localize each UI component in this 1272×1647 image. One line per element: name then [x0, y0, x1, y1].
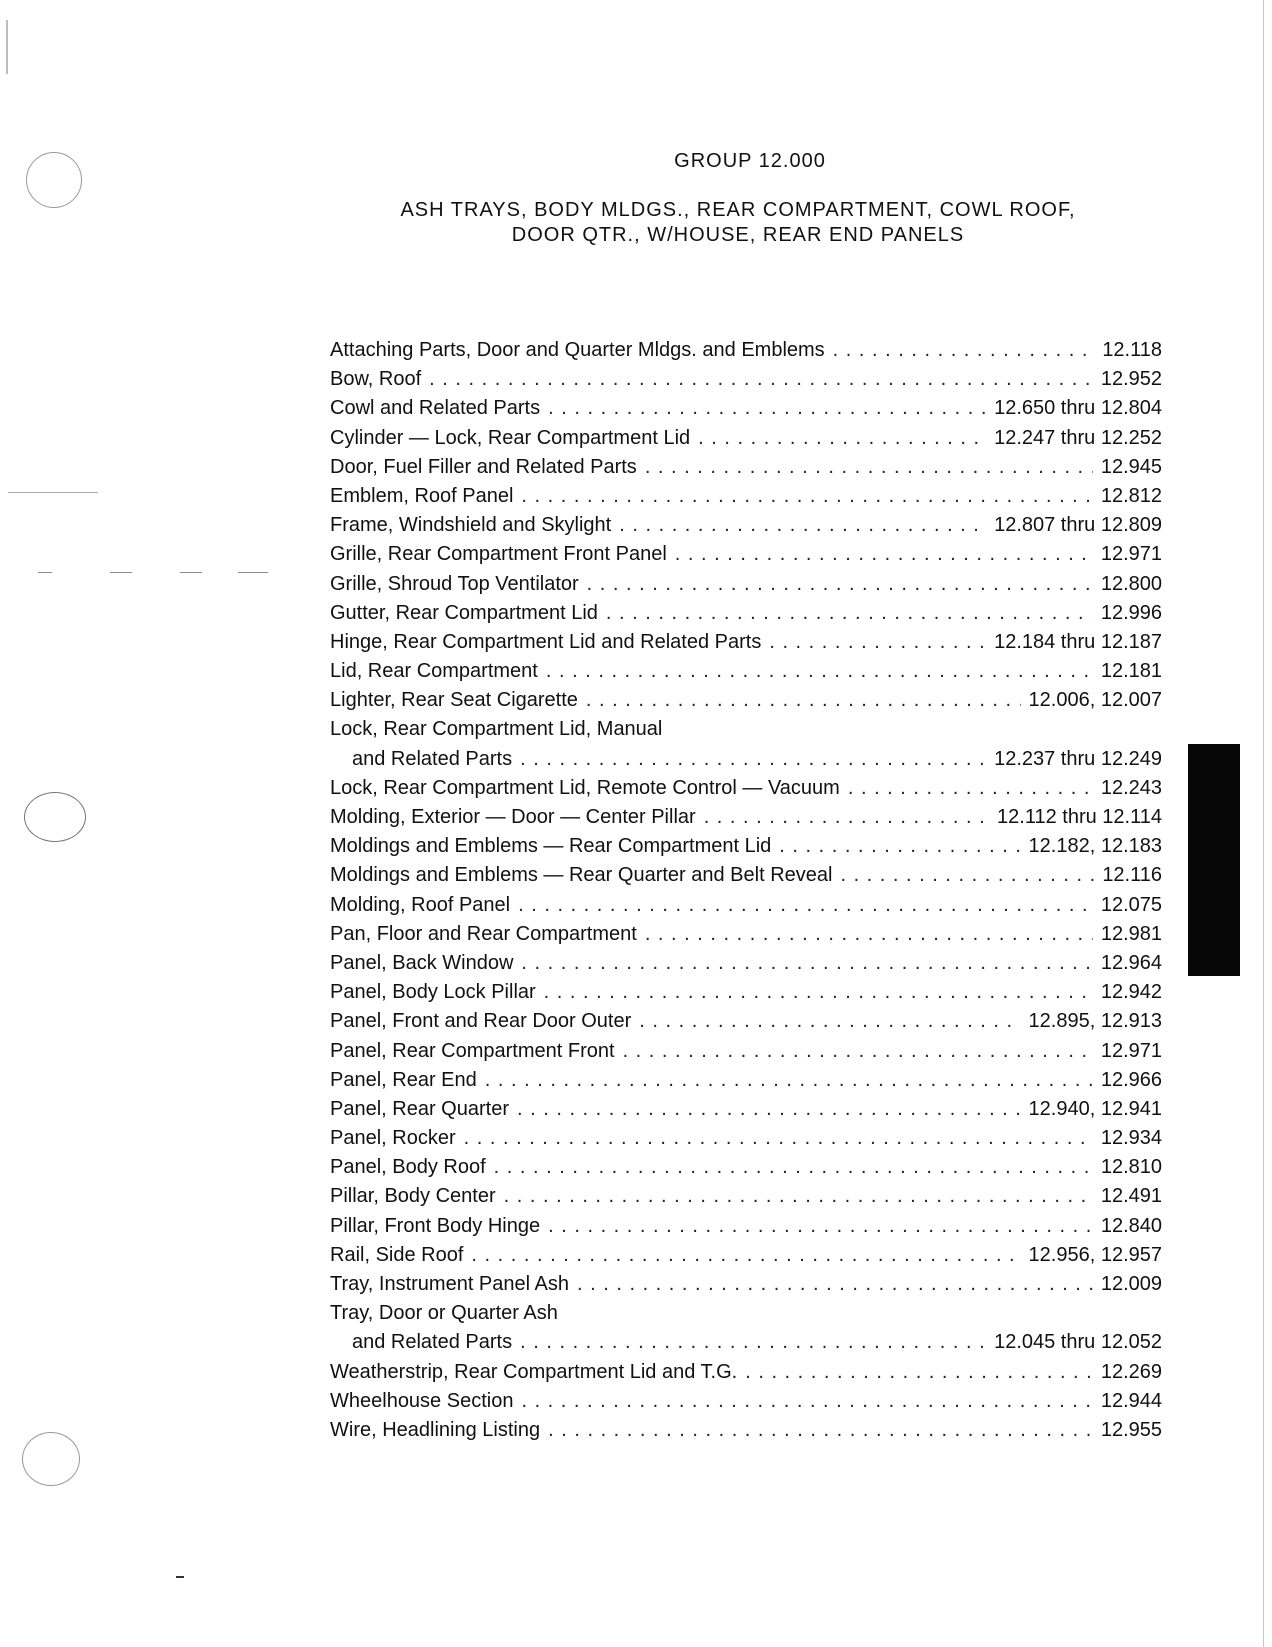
subtitle-line-2: DOOR QTR., W/HOUSE, REAR END PANELS — [511, 224, 965, 246]
scan-speck — [176, 1576, 184, 1578]
index-entry — [330, 485, 1162, 514]
index-entry-reference: 12.964 — [1100, 951, 1162, 974]
index-entry — [330, 1185, 1162, 1214]
dot-leader — [645, 456, 1093, 479]
dot-leader — [548, 1215, 1093, 1238]
dot-leader — [548, 397, 986, 420]
dot-leader — [504, 1185, 1093, 1208]
index-entry-label: Moldings and Emblems — Rear Compartment Lid — [330, 835, 772, 858]
dot-leader — [704, 806, 989, 829]
dot-leader — [675, 543, 1093, 566]
index-entry — [330, 777, 1162, 806]
index-entry-reference: 12.006, 12.007 — [1028, 689, 1162, 712]
index-entry — [330, 1215, 1162, 1244]
index-entry-reference: 12.184 thru 12.187 — [994, 630, 1162, 653]
index-entry-label: Hinge, Rear Compartment Lid and Related Parts — [330, 630, 762, 653]
dot-leader — [623, 1040, 1093, 1063]
index-entry-reference: 12.955 — [1100, 1418, 1162, 1441]
dot-leader — [521, 485, 1092, 508]
dot-leader — [544, 981, 1093, 1004]
index-entry — [330, 981, 1162, 1010]
index-entry — [330, 864, 1162, 893]
index-list — [330, 339, 1162, 1448]
dot-leader — [546, 660, 1093, 683]
dot-leader — [840, 864, 1094, 887]
index-entry — [330, 1244, 1162, 1273]
scan-speck — [38, 572, 52, 573]
index-entry-label: Moldings and Emblems — Rear Quarter and Belt Reveal — [330, 864, 833, 887]
scan-speck — [238, 572, 268, 573]
index-entry — [330, 689, 1162, 718]
binder-hole-bottom — [22, 1432, 80, 1486]
index-entry-reference: 12.945 — [1100, 455, 1162, 478]
index-entry — [330, 1361, 1162, 1390]
index-entry-label: Panel, Rear Compartment Front — [330, 1039, 615, 1062]
index-entry — [330, 1040, 1162, 1069]
dot-leader — [745, 1361, 1093, 1384]
page-edge — [1263, 0, 1264, 1647]
dot-leader — [548, 1419, 1093, 1442]
index-entry — [330, 1273, 1162, 1302]
dot-leader — [471, 1244, 1020, 1267]
index-entry — [330, 1156, 1162, 1185]
index-entry — [330, 748, 1162, 777]
index-entry — [330, 397, 1162, 426]
index-entry-reference: 12.116 — [1102, 864, 1162, 887]
scan-speck — [8, 492, 98, 493]
index-entry — [330, 456, 1162, 485]
subtitle-line-1: ASH TRAYS, BODY MLDGS., REAR COMPARTMENT, COWL ROOF, — [400, 199, 1076, 221]
index-entry-label: Gutter, Rear Compartment Lid — [330, 601, 598, 624]
index-entry — [330, 660, 1162, 689]
margin-mark — [6, 20, 8, 74]
index-entry-reference: 12.940, 12.941 — [1028, 1097, 1162, 1120]
dot-leader — [520, 748, 986, 771]
index-entry-label: Grille, Shroud Top Ventilator — [330, 572, 579, 595]
dot-leader — [645, 923, 1093, 946]
dot-leader — [517, 1098, 1021, 1121]
group-subtitle — [338, 198, 1138, 248]
index-entry-reference: 12.895, 12.913 — [1028, 1010, 1162, 1033]
index-entry — [330, 1331, 1162, 1360]
index-entry-reference: 12.045 thru 12.052 — [994, 1331, 1162, 1354]
index-entry — [330, 923, 1162, 952]
index-entry-label: Molding, Exterior — Door — Center Pillar — [330, 806, 696, 828]
index-entry-reference: 12.807 thru 12.809 — [994, 514, 1162, 537]
scan-speck — [180, 572, 202, 573]
index-entry-label: Lighter, Rear Seat Cigarette — [330, 689, 578, 712]
index-entry-label: Lock, Rear Compartment Lid, Remote Control — Vacuum — [330, 776, 840, 799]
index-entry-label: Rail, Side Roof — [330, 1243, 464, 1266]
index-entry-reference: 12.491 — [1100, 1185, 1162, 1208]
index-entry-label: Panel, Rear End — [330, 1068, 477, 1091]
index-entry-label: Panel, Back Window — [330, 951, 514, 974]
scan-speck — [110, 572, 132, 573]
index-entry — [330, 602, 1162, 631]
index-entry — [330, 427, 1162, 456]
index-entry — [330, 894, 1162, 923]
index-entry-label: Wire, Headlining Listing — [330, 1418, 541, 1441]
dot-leader — [521, 1390, 1092, 1413]
index-entry — [330, 339, 1162, 368]
index-entry — [330, 1010, 1162, 1039]
index-entry-reference: 12.840 — [1100, 1214, 1162, 1237]
dot-leader — [769, 631, 986, 654]
index-entry-label: Pillar, Front Body Hinge — [330, 1214, 541, 1237]
index-entry-reference: 12.112 thru 12.114 — [997, 806, 1162, 828]
dot-leader — [521, 952, 1092, 975]
index-entry-reference: 12.182, 12.183 — [1028, 835, 1162, 858]
index-entry-reference: 12.971 — [1100, 1039, 1162, 1062]
index-entry-reference: 12.009 — [1100, 1273, 1162, 1295]
index-entry — [330, 514, 1162, 543]
index-entry-reference: 12.966 — [1100, 1068, 1162, 1091]
index-entry — [330, 952, 1162, 981]
dot-leader — [429, 368, 1093, 391]
index-entry-reference: 12.650 thru 12.804 — [994, 397, 1162, 420]
index-entry — [330, 1098, 1162, 1127]
index-entry-label: Door, Fuel Filler and Related Parts — [330, 455, 637, 478]
index-entry-label: Pan, Floor and Rear Compartment — [330, 922, 637, 945]
index-entry-label: Panel, Body Lock Pillar — [330, 981, 536, 1004]
group-title: GROUP 12.000 — [674, 150, 826, 172]
index-entry — [330, 631, 1162, 660]
index-entry-label: Frame, Windshield and Skylight — [330, 514, 612, 537]
dot-leader — [698, 427, 986, 450]
index-entry — [330, 1390, 1162, 1419]
dot-leader — [494, 1156, 1093, 1179]
dot-leader — [606, 602, 1093, 625]
index-entry-label: Weatherstrip, Rear Compartment Lid and T.G. — [330, 1360, 738, 1383]
dot-leader — [485, 1069, 1093, 1092]
index-entry — [330, 1419, 1162, 1448]
dot-leader — [779, 835, 1020, 858]
index-entry — [330, 1069, 1162, 1098]
index-entry-label: Bow, Roof — [330, 368, 422, 391]
index-entry-label: Tray, Instrument Panel Ash — [330, 1273, 569, 1295]
index-entry-reference: 12.952 — [1100, 368, 1162, 391]
index-entry-reference: 12.971 — [1100, 543, 1162, 566]
index-entry — [330, 573, 1162, 602]
index-entry-reference: 12.944 — [1100, 1389, 1162, 1412]
dot-leader — [518, 894, 1093, 917]
index-entry-label: and Related Parts — [352, 1331, 513, 1354]
index-entry-label: Lid, Rear Compartment — [330, 660, 538, 683]
index-entry-reference: 12.810 — [1100, 1156, 1162, 1179]
index-entry-label: Molding, Roof Panel — [330, 893, 511, 916]
index-entry-reference: 12.181 — [1100, 660, 1162, 683]
index-entry-label: Cowl and Related Parts — [330, 397, 541, 420]
index-entry — [330, 835, 1162, 864]
index-entry-reference: 12.075 — [1100, 893, 1162, 916]
index-entry-reference: 12.269 — [1100, 1360, 1162, 1383]
dot-leader — [520, 1331, 986, 1354]
index-entry-label: Attaching Parts, Door and Quarter Mldgs. and Emblems — [330, 339, 825, 361]
index-entry-label: Panel, Body Roof — [330, 1156, 486, 1179]
index-entry-label: Tray, Door or Quarter Ash — [330, 1302, 558, 1325]
index-entry-reference: 12.118 — [1102, 339, 1162, 361]
dot-leader — [587, 573, 1093, 596]
dot-leader — [619, 514, 986, 537]
dot-leader — [464, 1127, 1093, 1150]
index-entry — [330, 806, 1162, 835]
index-entry-label: Cylinder — Lock, Rear Compartment Lid — [330, 426, 691, 449]
index-entry-label: Grille, Rear Compartment Front Panel — [330, 543, 667, 566]
index-entry-reference: 12.956, 12.957 — [1028, 1243, 1162, 1266]
index-entry-reference: 12.237 thru 12.249 — [994, 747, 1162, 770]
index-entry — [330, 368, 1162, 397]
index-entry — [330, 543, 1162, 572]
index-entry — [330, 718, 1162, 747]
index-entry-label: Emblem, Roof Panel — [330, 484, 514, 507]
index-entry-reference: 12.996 — [1100, 601, 1162, 624]
dot-leader — [848, 777, 1093, 800]
index-entry-label: and Related Parts — [352, 747, 513, 770]
index-entry — [330, 1127, 1162, 1156]
index-entry-label: Panel, Front and Rear Door Outer — [330, 1010, 632, 1033]
index-entry-reference: 12.800 — [1100, 572, 1162, 595]
index-entry-label: Lock, Rear Compartment Lid, Manual — [330, 718, 663, 741]
index-entry-reference: 12.243 — [1100, 776, 1162, 799]
index-entry-reference: 12.247 thru 12.252 — [994, 426, 1162, 449]
index-entry-reference: 12.942 — [1100, 981, 1162, 1004]
dot-leader — [577, 1273, 1093, 1296]
index-entry-reference: 12.812 — [1100, 484, 1162, 507]
index-entry-label: Pillar, Body Center — [330, 1185, 496, 1208]
index-entry-label: Panel, Rear Quarter — [330, 1097, 509, 1120]
binder-hole-middle — [24, 792, 86, 842]
index-entry-reference: 12.934 — [1100, 1127, 1162, 1150]
index-entry-label: Wheelhouse Section — [330, 1389, 514, 1412]
dot-leader — [586, 689, 1021, 712]
dot-leader — [833, 339, 1095, 362]
section-index-tab — [1188, 744, 1240, 976]
index-entry-label: Panel, Rocker — [330, 1127, 456, 1150]
index-entry-reference: 12.981 — [1100, 922, 1162, 945]
index-entry — [330, 1302, 1162, 1331]
dot-leader — [639, 1010, 1020, 1033]
